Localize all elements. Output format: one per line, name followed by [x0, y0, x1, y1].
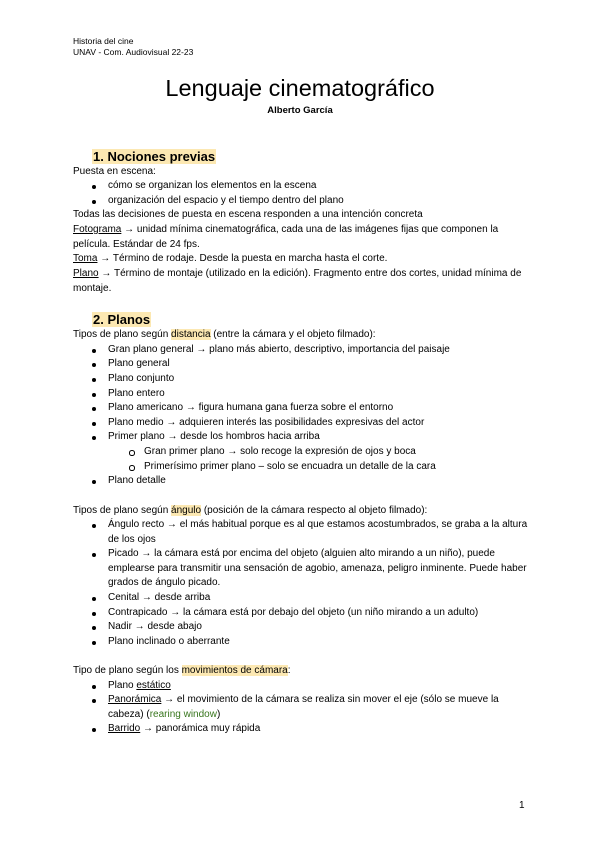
list-item: Picado → la cámara está por encima del objeto (alguien alto mirando a un niño), puede emplearse para transmitir una sensación de agobio, amenaza, peligro inminente. Puede haber grados de ángulo picado.: [108, 547, 528, 591]
intro-text: :: [287, 665, 291, 676]
highlight-angulo: ángulo: [171, 505, 202, 516]
distancia-intro: [73, 328, 533, 343]
list-item: Plano entero: [108, 387, 528, 402]
list-item: Gran plano general → plano más abierto, descriptivo, importancia del paisaje: [108, 343, 528, 358]
section-heading-planos: [92, 312, 151, 328]
item-text: → el movimiento de la cámara se realiza sin mover el eje (sólo se mueve la cabeza) (: [108, 694, 499, 720]
term-toma: Toma: [73, 253, 98, 264]
section-heading-text: 1. Nociones previas: [93, 149, 216, 164]
list-item: Plano general: [108, 357, 528, 372]
intro-text: Tipo de plano según los: [73, 665, 182, 676]
intro-text: Tipos de plano según: [73, 505, 172, 516]
list-item: Nadir → desde abajo: [108, 620, 528, 635]
highlight-distancia: distancia: [171, 329, 211, 340]
plano-definition: [73, 267, 533, 296]
header-course: Historia del cine: [73, 36, 134, 46]
section-heading-nociones: [92, 149, 216, 165]
list-item: [108, 693, 528, 722]
intro-text: (posición de la cámara respecto al objeto filmado):: [201, 505, 428, 516]
intro-text: (entre la cámara y el objeto filmado):: [210, 329, 376, 340]
highlight-movimientos: movimientos de cámara: [181, 665, 288, 676]
intro-text: Tipos de plano según: [73, 329, 172, 340]
list-item: Plano inclinado o aberrante: [108, 635, 528, 650]
list-item: cómo se organizan los elementos en la escena: [108, 179, 528, 194]
term-panoramica: Panorámica: [108, 694, 162, 705]
header-program: UNAV - Com. Audiovisual 22-23: [73, 47, 194, 57]
document-author: Alberto García: [267, 105, 333, 116]
list-item: Contrapicado → la cámara está por debajo del objeto (un niño mirando a un adulto): [108, 606, 528, 621]
list-item: Cenital → desde arriba: [108, 591, 528, 606]
puesta-intro: Todas las decisiones de puesta en escena responden a una intención concreta: [73, 209, 423, 220]
term-plano: Plano: [73, 268, 99, 279]
term-estatico: estático: [136, 680, 171, 691]
section-heading-text: 2. Planos: [93, 312, 151, 327]
term-barrido: Barrido: [108, 723, 141, 734]
list-item: Plano americano → figura humana gana fuerza sobre el entorno: [108, 401, 528, 416]
list-item: [108, 722, 528, 737]
rearing-window-link[interactable]: rearing window: [149, 708, 217, 720]
sub-list-item: Primerísimo primer plano – solo se encuadra un detalle de la cara: [144, 460, 534, 475]
definition-text: → Término de rodaje. Desde la puesta en marcha hasta el corte.: [97, 253, 388, 264]
page-number: 1: [519, 800, 525, 811]
definition-text: → Término de montaje (utilizado en la edición). Fragmento entre dos cortes, unidad mínima de montaje.: [73, 268, 522, 294]
list-item: organización del espacio y el tiempo dentro del plano: [108, 194, 528, 209]
document-title: Lenguaje cinematográfico: [165, 75, 435, 101]
item-text: → panorámica muy rápida: [140, 723, 261, 734]
sub-list-item: Gran primer plano → solo recoge la expresión de ojos y boca: [144, 445, 534, 460]
list-item: Plano conjunto: [108, 372, 528, 387]
list-item: Primer plano → desde los hombros hacia arriba: [108, 430, 528, 445]
list-item: [108, 679, 528, 694]
fotograma-definition: [73, 223, 533, 252]
toma-definition: [73, 252, 533, 267]
item-text: ): [216, 708, 221, 720]
list-item: Ángulo recto → el más habitual porque es al que estamos acostumbrados, se graba a la altura de los ojos: [108, 518, 528, 547]
movimientos-intro: [73, 664, 533, 679]
item-text: Plano: [108, 680, 137, 691]
angulo-intro: [73, 504, 533, 519]
list-item: Plano detalle: [108, 474, 528, 489]
term-fotograma: Fotograma: [73, 224, 122, 235]
list-item: Plano medio → adquieren interés las posibilidades expresivas del actor: [108, 416, 528, 431]
definition-text: → unidad mínima cinematográfica, cada una de las imágenes fijas que componen la película. Estándar de 24 fps.: [73, 224, 499, 250]
puesta-label: Puesta en escena:: [73, 166, 156, 177]
